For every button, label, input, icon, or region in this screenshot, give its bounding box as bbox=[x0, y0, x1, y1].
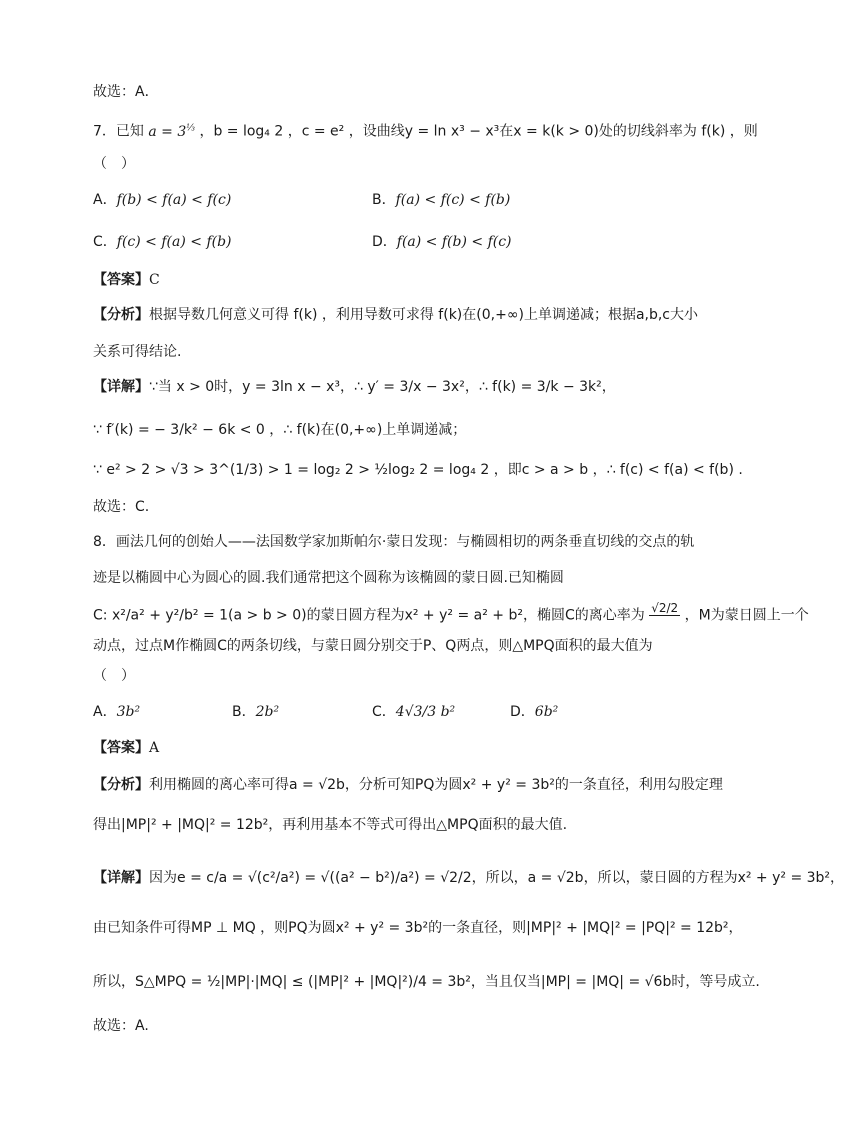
answer-value: A bbox=[149, 740, 160, 756]
detail-tag: 【详解】 bbox=[93, 870, 149, 886]
detail-tag: 【详解】 bbox=[93, 379, 149, 395]
q7-answer bbox=[93, 270, 160, 290]
answer-tag: 【答案】 bbox=[93, 740, 149, 756]
answer-value: C bbox=[149, 272, 160, 288]
q7-detail-2: ∵ f′(k) = − 3/k² − 6k < 0 ，∴ f(k)在(0,+∞)上单调递减； bbox=[93, 422, 467, 438]
q8-option-b: B．2b² bbox=[232, 704, 280, 720]
prev-answer: 故选：A． bbox=[93, 84, 159, 100]
q8-stem-1: 8．画法几何的创始人——法国数学家加斯帕尔·蒙日发现：与椭圆相切的两条垂直切线的交点的轨 bbox=[93, 534, 695, 550]
q7-stem-number: 7．已知 bbox=[93, 123, 144, 140]
q8-option-a: A．3b² bbox=[93, 704, 141, 720]
q8-option-c: C．4√3/3 b² bbox=[372, 704, 456, 720]
q7-option-d: D．f(a) < f(b) < f(c) bbox=[372, 234, 512, 250]
q8-detail-1: 【详解】因为e = c/a = √(c²/a²) = √((a² − b²)/a²) = √2/2，所以，a = √2b，所以，蒙日圆的方程为x² + y² = 3b²， bbox=[93, 870, 844, 886]
analysis-tag: 【分析】 bbox=[93, 777, 149, 793]
q8-detail-2: 由已知条件可得MP ⊥ MQ ，则PQ为圆x² + y² = 3b²的一条直径，则|MP|² + |MQ|² = |PQ|² = 12b²， bbox=[93, 920, 743, 936]
q8-stem-2: 迹是以椭圆中心为圆心的圆.我们通常把这个圆称为该椭圆的蒙日圆.已知椭圆 bbox=[93, 570, 564, 586]
q7-option-b: B．f(a) < f(c) < f(b) bbox=[372, 192, 511, 208]
q7-stem-rest: ，b = log₄ 2 ，c = e² ，设曲线y = ln x³ − x³在x = k(k > 0)处的切线斜率为 f(k) ，则 bbox=[199, 123, 758, 140]
q7-detail-3: ∵ e² > 2 > √3 > 3^(1/3) > 1 = log₂ 2 > ½log₂ 2 = log₄ 2 ，即c > a > b ，∴ f(c) < f(a) < f(b) . bbox=[93, 462, 743, 478]
q8-analysis-1: 【分析】利用椭圆的离心率可得a = √2b，分析可知PQ为圆x² + y² = 3b²的一条直径，利用勾股定理 bbox=[93, 777, 723, 793]
q8-paren: （ ） bbox=[93, 668, 135, 684]
q8-answer bbox=[93, 738, 159, 758]
q8-stem-4: 动点，过点M作椭圆C的两条切线，与蒙日圆分别交于P、Q两点，则△MPQ面积的最大值为 bbox=[93, 638, 653, 654]
q7-choose: 故选：C. bbox=[93, 499, 150, 515]
q8-stem-3: C: x²/a² + y²/b² = 1(a > b > 0)的蒙日圆方程为x² + y² = a² + b²，椭圆C的离心率为 √2/2 ，M为蒙日圆上一个 bbox=[93, 602, 809, 629]
answer-tag: 【答案】 bbox=[93, 272, 149, 288]
q7-analysis-2: 关系可得结论. bbox=[93, 344, 182, 360]
q7-option-a: A．f(b) < f(a) < f(c) bbox=[93, 192, 232, 208]
q7-detail-1: 【详解】∵当 x > 0时，y = 3ln x − x³，∴ y′ = 3/x − 3x²，∴ f(k) = 3/k − 3k²， bbox=[93, 379, 616, 395]
eccentricity-fraction: √2/2 bbox=[651, 601, 679, 615]
q7-a-value: $a = 3^{\frac{1}{3}}$ bbox=[148, 123, 195, 140]
q8-choose: 故选：A. bbox=[93, 1018, 149, 1034]
q8-option-d: D．6b² bbox=[510, 704, 559, 720]
q7-analysis-1: 【分析】根据导数几何意义可得 f(k) ，利用导数可求得 f(k)在(0,+∞)上单调递减；根据a,b,c大小 bbox=[93, 307, 699, 323]
q7-paren: （ ） bbox=[93, 156, 135, 172]
analysis-tag: 【分析】 bbox=[93, 307, 149, 323]
q7-option-c: C．f(c) < f(a) < f(b) bbox=[93, 234, 232, 250]
q7-stem bbox=[93, 118, 758, 142]
q8-detail-3: 所以，S△MPQ = ½|MP|·|MQ| ≤ (|MP|² + |MQ|²)/4 = 3b²，当且仅当|MP| = |MQ| = √6b时，等号成立. bbox=[93, 974, 760, 990]
q8-analysis-2: 得出|MP|² + |MQ|² = 12b²，再利用基本不等式可得出△MPQ面积的最大值. bbox=[93, 817, 568, 833]
